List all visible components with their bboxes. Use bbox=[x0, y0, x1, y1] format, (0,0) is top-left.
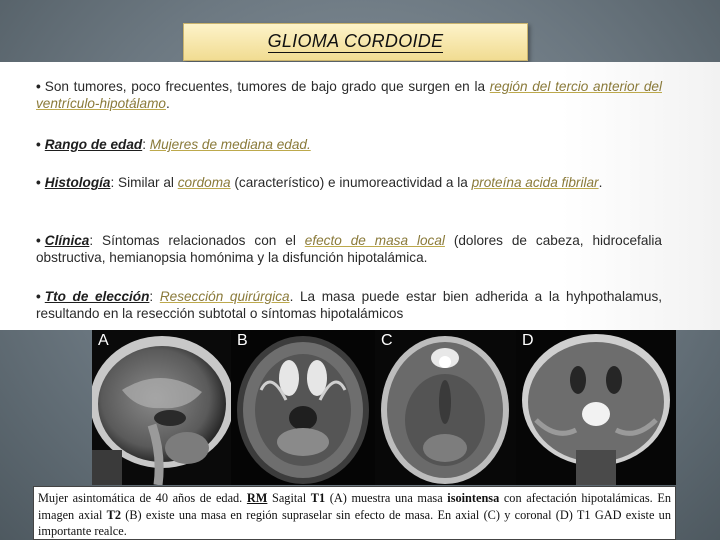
mri-image-b bbox=[231, 330, 375, 485]
paragraph-description bbox=[36, 78, 662, 112]
image-label-c: C bbox=[381, 332, 393, 349]
highlight-cordoma: cordoma bbox=[177, 175, 231, 190]
highlight-mass-effect: efecto de masa local bbox=[304, 233, 445, 248]
text: . La masa puede estar bien adherida a la hyhpothalamus, resultando en la resección subtotal o síntomas hipotalámicos bbox=[36, 289, 663, 321]
text: . bbox=[165, 96, 170, 111]
bullet: • bbox=[36, 233, 41, 248]
highlight-age: Mujeres de mediana edad. bbox=[149, 137, 311, 152]
figure-caption bbox=[33, 486, 676, 540]
mri-sagittal-t1-icon bbox=[92, 330, 231, 485]
mri-image-strip bbox=[92, 330, 676, 485]
caption-text: (A) muestra una masa bbox=[325, 491, 448, 505]
term-treatment: Tto de elección bbox=[44, 289, 150, 304]
caption-t2: T2 bbox=[106, 507, 121, 522]
highlight-surgery: Resección quirúrgica bbox=[159, 289, 290, 304]
caption-t1: T1 bbox=[310, 491, 326, 505]
image-label-d: D bbox=[522, 332, 534, 349]
caption-text: Mujer asintomática de 40 años de edad. bbox=[38, 491, 247, 505]
text: Son tumores, poco frecuentes, tumores de bajo grado que surgen en la bbox=[44, 79, 490, 94]
text: (característico) e inumoreactividad a la bbox=[230, 175, 472, 190]
highlight-location: región del tercio anterior del ventrículo-hipotálamo bbox=[36, 79, 662, 111]
term-age-range: Rango de edad bbox=[44, 137, 143, 152]
text: : Síntomas relacionados con el bbox=[89, 233, 305, 248]
mri-axial-t2-icon bbox=[231, 330, 375, 485]
caption-isointense: isointensa bbox=[447, 491, 500, 505]
mri-axial-t1-icon bbox=[375, 330, 516, 485]
text: (dolores de cabeza, hidrocefalia obstructiva, hemianopsia homónima y la disfunción hipotalámica. bbox=[36, 233, 662, 265]
paragraph-age-range bbox=[36, 136, 662, 153]
caption-text: Sagital bbox=[267, 491, 311, 505]
bullet: • bbox=[36, 137, 41, 152]
slide-title: GLIOMA CORDOIDE bbox=[267, 31, 444, 51]
bullet: • bbox=[36, 175, 41, 190]
bullet: • bbox=[36, 289, 41, 304]
highlight-protein: proteína acida fibrilar bbox=[471, 175, 599, 190]
term-clinic: Clínica bbox=[44, 233, 90, 248]
image-label-a: A bbox=[98, 332, 109, 349]
paragraph-treatment bbox=[36, 288, 662, 322]
text: . bbox=[598, 175, 603, 190]
title-box bbox=[183, 23, 528, 61]
mri-image-c bbox=[375, 330, 516, 485]
text: : bbox=[142, 137, 150, 152]
paragraph-clinic bbox=[36, 232, 662, 266]
image-label-b: B bbox=[237, 332, 248, 349]
caption-rm: RM bbox=[246, 491, 268, 505]
paragraph-histology bbox=[36, 174, 662, 191]
mri-coronal-t1-gad-icon bbox=[516, 330, 676, 485]
mri-image-a bbox=[92, 330, 231, 485]
mri-image-d bbox=[516, 330, 676, 485]
text: : bbox=[149, 289, 160, 304]
text: : Similar al bbox=[110, 175, 178, 190]
term-histology: Histología bbox=[44, 175, 111, 190]
caption-text: (B) existe una masa en región supraselar sin efecto de masa. En axial (C) y coronal (D) T1 GAD existe un importante realce. bbox=[38, 507, 671, 538]
bullet: • bbox=[36, 79, 41, 94]
content-panel bbox=[0, 62, 720, 330]
caption-text: con afectación hipotalámicas. En imagen axial bbox=[38, 491, 671, 522]
